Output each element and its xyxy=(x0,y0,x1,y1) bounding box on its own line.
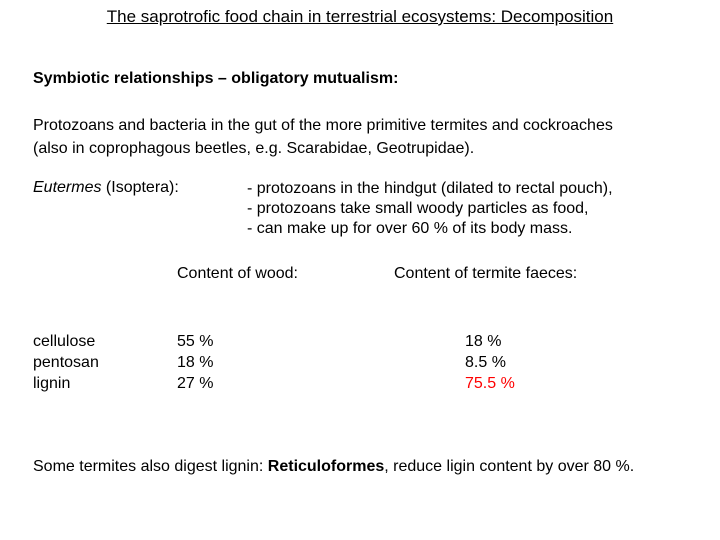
intro-line-1: Protozoans and bacteria in the gut of the more primitive termites and cockroaches xyxy=(33,117,613,134)
eutermes-order: (Isoptera): xyxy=(101,179,179,196)
component-name: cellulose xyxy=(33,333,96,350)
component-names xyxy=(33,331,99,394)
eutermes-point: - protozoans take small woody particles as food, xyxy=(247,200,589,217)
intro-line-2: (also in coprophagous beetles, e.g. Scarabidae, Geotrupidae). xyxy=(33,140,475,157)
faeces-value: 18 % xyxy=(465,333,502,350)
footer-note xyxy=(33,458,634,476)
eutermes-points xyxy=(247,179,613,239)
component-name: lignin xyxy=(33,375,71,392)
wood-value: 18 % xyxy=(177,354,214,371)
footer-suffix: , reduce ligin content by over 80 %. xyxy=(384,458,635,475)
eutermes-point: - protozoans in the hindgut (dilated to rectal pouch), xyxy=(247,180,613,197)
faeces-value-highlight: 75.5 % xyxy=(465,375,515,392)
wood-values xyxy=(177,331,213,394)
wood-value: 27 % xyxy=(177,375,214,392)
intro-paragraph xyxy=(33,114,613,160)
eutermes-label xyxy=(33,179,179,197)
footer-genus: Reticuloformes xyxy=(267,458,385,475)
footer-prefix: Some termites also digest lignin: xyxy=(33,458,268,475)
slide-title: The saprotrofic food chain in terrestrial ecosystems: Decomposition xyxy=(106,7,614,26)
section-heading: Symbiotic relationships – obligatory mutualism: xyxy=(33,70,399,87)
component-name: pentosan xyxy=(33,354,99,371)
wood-value: 55 % xyxy=(177,333,214,350)
faeces-value: 8.5 % xyxy=(465,354,506,371)
wood-column-header: Content of wood: xyxy=(177,265,298,282)
faeces-column-header: Content of termite faeces: xyxy=(394,265,578,282)
faeces-values xyxy=(465,331,515,394)
eutermes-genus: Eutermes xyxy=(33,179,102,196)
eutermes-point: - can make up for over 60 % of its body mass. xyxy=(247,220,573,237)
